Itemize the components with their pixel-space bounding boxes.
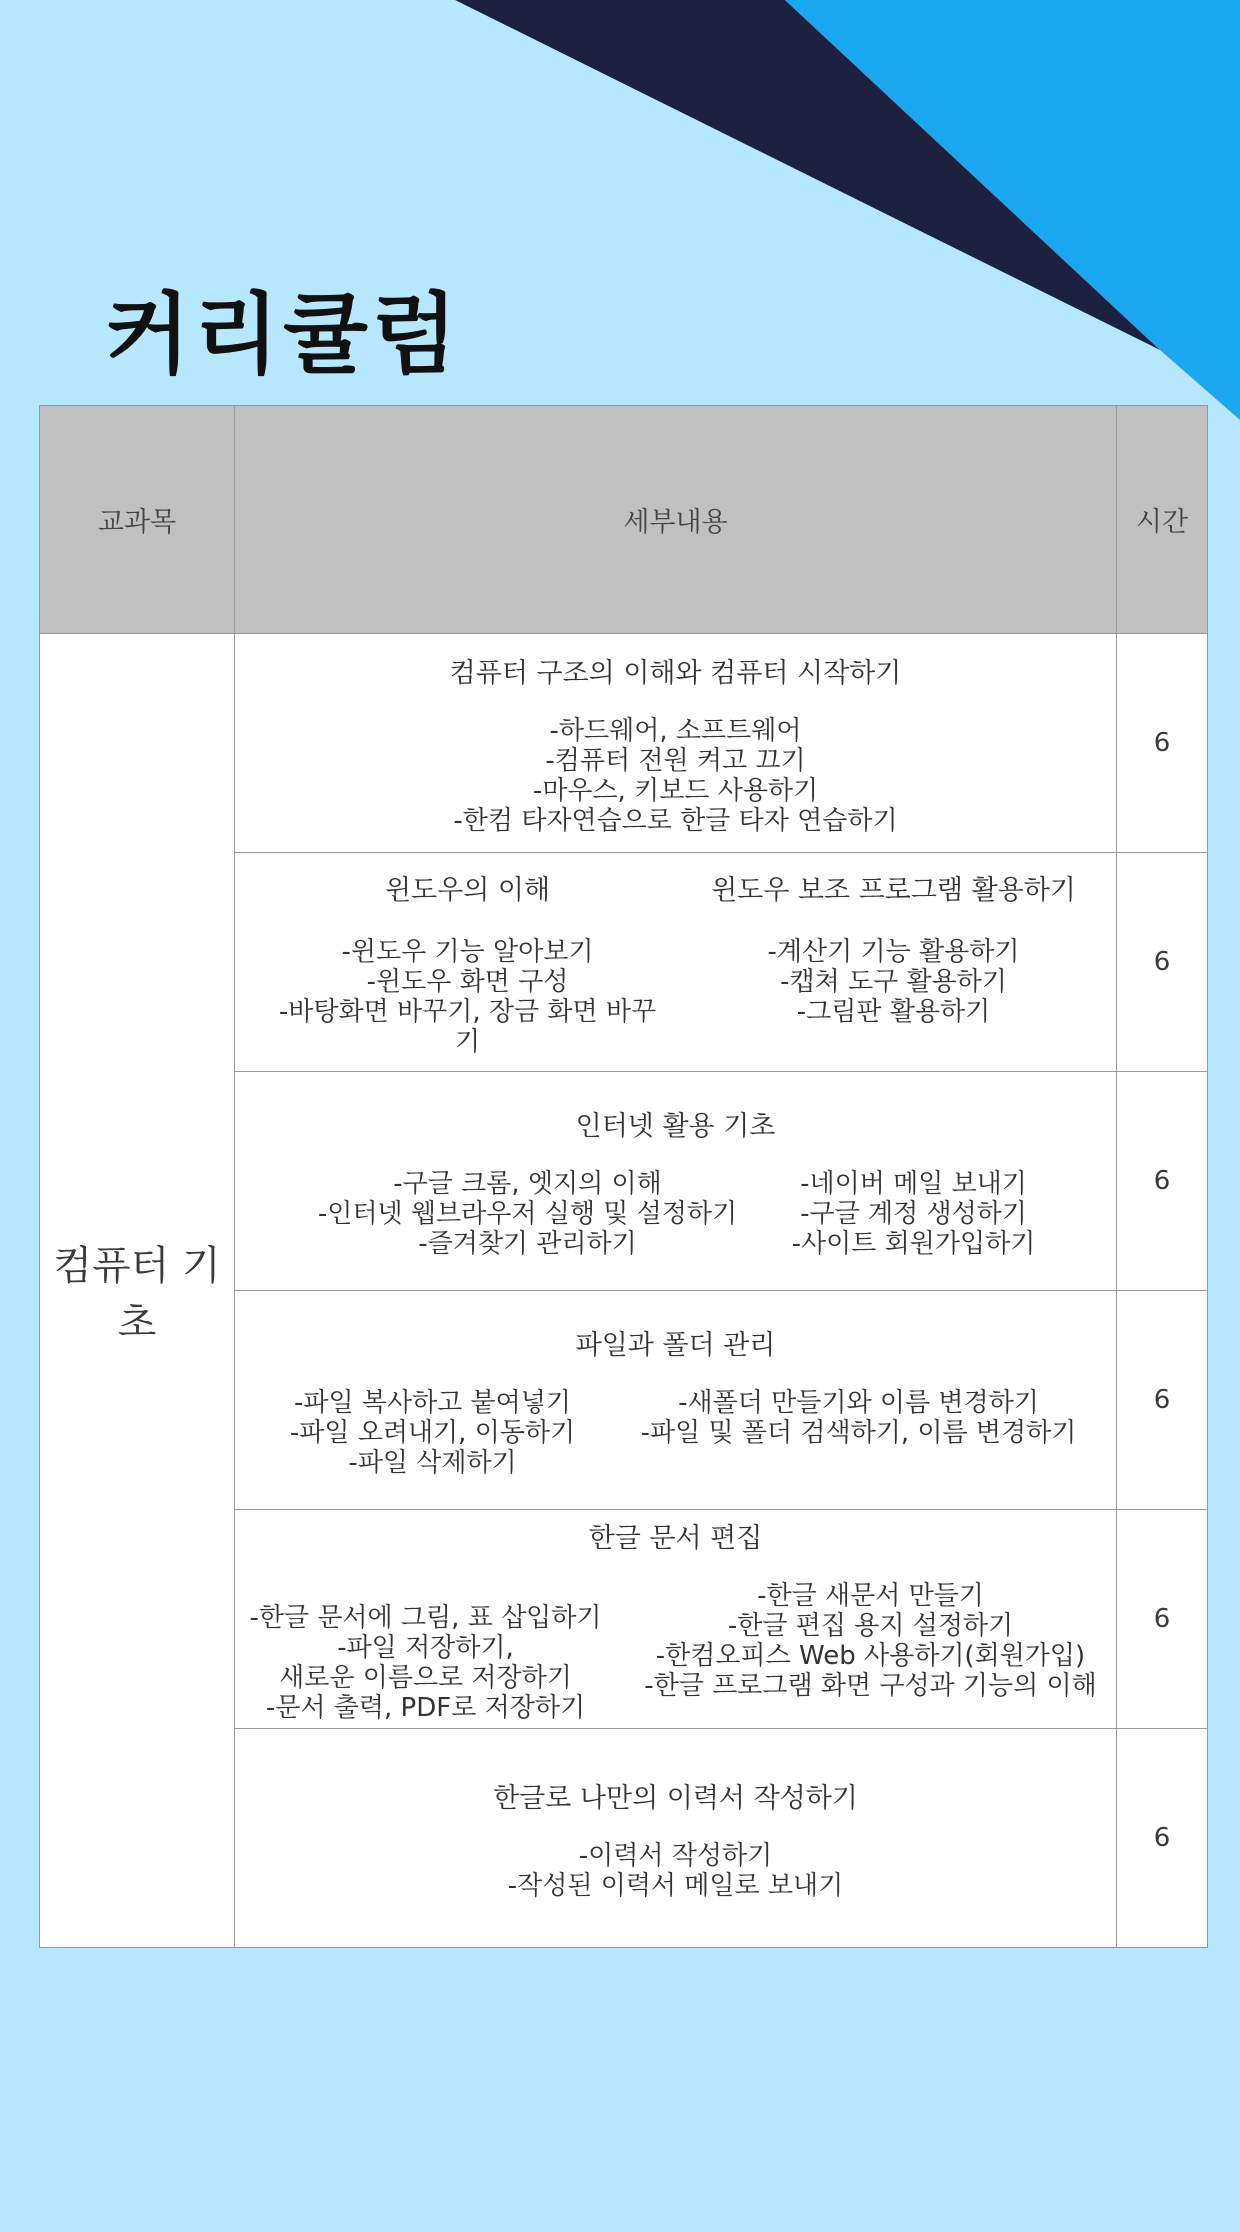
content-line: -이력서 작성하기 xyxy=(578,1840,773,1871)
content-line: -윈도우 기능 알아보기 xyxy=(341,936,594,967)
content-line: -마우스, 키보드 사용하기 xyxy=(532,775,819,806)
content-cell xyxy=(235,1291,1117,1510)
content-line: -한글 문서에 그림, 표 삽입하기 xyxy=(249,1602,602,1633)
blue-triangle xyxy=(785,0,1240,420)
content-line: -파일 및 폴더 검색하기, 이름 변경하기 xyxy=(640,1417,1077,1448)
hours-cell: 6 xyxy=(1117,1072,1208,1291)
content-line: -컴퓨터 전원 켜고 끄기 xyxy=(545,745,806,776)
content-line: -파일 오려내기, 이동하기 xyxy=(289,1417,576,1448)
content-line: -하드웨어, 소프트웨어 xyxy=(549,715,802,746)
content-line: 새로운 이름으로 저장하기 xyxy=(279,1662,572,1693)
section-title: 한글 문서 편집 xyxy=(588,1522,763,1554)
content-line: -한글 새문서 만들기 xyxy=(757,1580,984,1611)
header-row xyxy=(40,406,1208,634)
section-title: 윈도우의 이해 xyxy=(384,874,551,906)
hours-cell: 6 xyxy=(1117,1510,1208,1729)
page-title: 커리큘럼 xyxy=(105,283,462,386)
section-title: 컴퓨터 구조의 이해와 컴퓨터 시작하기 xyxy=(449,657,902,689)
section-title: 윈도우 보조 프로그램 활용하기 xyxy=(711,874,1076,906)
content-cell xyxy=(235,853,1117,1072)
section-title: 인터넷 활용 기초 xyxy=(575,1110,776,1142)
content-cell xyxy=(235,1510,1117,1729)
section-title: 파일과 폴더 관리 xyxy=(575,1329,776,1361)
content-cell xyxy=(235,1072,1117,1291)
hours-cell: 6 xyxy=(1117,634,1208,853)
hours-cell: 6 xyxy=(1117,1729,1208,1948)
content-line: -구글 크롬, 엣지의 이해 xyxy=(393,1168,662,1199)
content-line: -파일 삭제하기 xyxy=(348,1447,517,1478)
content-line: -파일 저장하기, xyxy=(337,1632,514,1663)
hours-cell: 6 xyxy=(1117,1291,1208,1510)
content-line: -계산기 기능 활용하기 xyxy=(767,936,1020,967)
content-line: -작성된 이력서 메일로 보내기 xyxy=(507,1870,844,1901)
content-line: -사이트 회원가입하기 xyxy=(791,1228,1036,1259)
content-cell xyxy=(235,634,1117,853)
content-line: -구글 계정 생성하기 xyxy=(800,1198,1027,1229)
subject-label: 컴퓨터 기초 xyxy=(53,1242,221,1346)
content-line: -바탕화면 바꾸기, 장금 화면 바꾸기 xyxy=(278,996,657,1057)
content-line: -인터넷 웹브라우저 실행 및 설정하기 xyxy=(317,1198,738,1229)
header-hours: 시간 xyxy=(1117,406,1208,634)
content-line: -한글 편집 용지 설정하기 xyxy=(727,1610,1014,1641)
content-line: -파일 복사하고 붙여넣기 xyxy=(293,1387,572,1418)
content-line: -한컴오피스 Web 사용하기(회원가입) xyxy=(655,1640,1086,1671)
content-cell xyxy=(235,1729,1117,1948)
content-line: -문서 출력, PDF로 저장하기 xyxy=(265,1692,586,1723)
hours-cell: 6 xyxy=(1117,853,1208,1072)
content-line: -네이버 메일 보내기 xyxy=(800,1168,1027,1199)
content-line: -그림판 활용하기 xyxy=(796,996,991,1027)
content-line: -한글 프로그램 화면 구성과 기능의 이해 xyxy=(644,1670,1097,1701)
content-line: -새폴더 만들기와 이름 변경하기 xyxy=(678,1387,1039,1418)
section-title: 한글로 나만의 이력서 작성하기 xyxy=(493,1782,858,1814)
content-line: -캡쳐 도구 활용하기 xyxy=(780,966,1007,997)
table-row xyxy=(40,634,1208,853)
content-line: -즐겨찾기 관리하기 xyxy=(418,1228,637,1259)
content-line: -한컴 타자연습으로 한글 타자 연습하기 xyxy=(453,805,898,836)
subject-cell xyxy=(40,634,235,1948)
header-content: 세부내용 xyxy=(235,406,1117,634)
content-line: -윈도우 화면 구성 xyxy=(366,966,569,997)
curriculum-table xyxy=(39,405,1208,1948)
header-subject: 교과목 xyxy=(40,406,235,634)
